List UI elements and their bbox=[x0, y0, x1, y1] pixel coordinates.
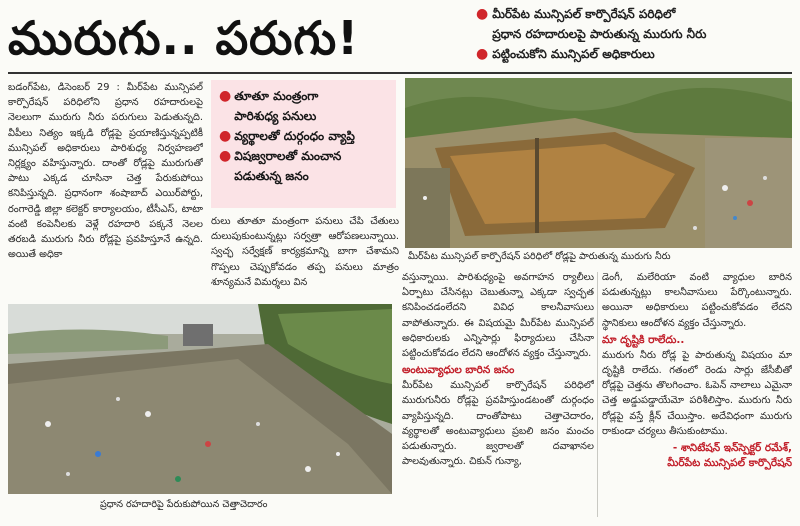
bullet-icon: ● bbox=[219, 88, 232, 104]
highlight-item bbox=[219, 86, 388, 106]
col4-subheading: మా దృష్టికి రాలేదు.. bbox=[602, 333, 685, 346]
bullet-icon: ● bbox=[219, 148, 232, 164]
col4-paragraph: డెంగీ, మలేరియా వంటి వ్యాధుల బారిన పడుతున్నట్లు కాలనీవాసులు పేర్కొంటున్నారు. అయినా అధికారులు పట్టించుకోవడం లేదని స్థానికులు ఆందోళన వ్యక్తం చేస్తున్నారు. bbox=[602, 272, 792, 329]
kicker-box bbox=[476, 4, 792, 64]
article-column-2: రులు తూతూ మంత్రంగా పనులు చేపి చేతులు దులుపుకుంటున్నట్లు సర్వత్రా ఆరోపణలున్నాయి. స్వచ్ఛ సర్వేక్షణ్ కార్యక్రమాన్ని బాగా చేశామని గొప్పలు చెప్పుకోవడం తప్ప పనులు మాత్రం శూన్యమనే విమర్శలు విన bbox=[211, 216, 399, 288]
kicker-line-1 bbox=[476, 4, 792, 24]
bullet-icon: ● bbox=[476, 46, 489, 62]
highlight-text: పారిశుధ్య పనులు bbox=[234, 109, 317, 123]
article-column-4 bbox=[602, 270, 792, 522]
col4-paragraph: మురుగు నీరు రోడ్ల పై పారుతున్న విషయం మా దృష్టికి రాలేదు. గతంలో రెండు సార్లు జేసీబీతో రోడ్లపై చెత్తను తొలగించాం. ఓపెన్ నాలాలు ఎమైనా చెత్త అడ్డుపడ్డాయేమో పరిశీలిస్తాం. మురుగు నీరు రోడ్లపై వస్తే క్లీన్ చేయిస్తాం. అదేవిధంగా మురుగు రాకుండా చర్యలు తీసుకుంటాము. bbox=[602, 349, 792, 437]
kicker-text: పట్టించుకోని మున్సిపల్ అధికారులు bbox=[492, 47, 655, 61]
article-column-3 bbox=[402, 270, 594, 522]
highlight-box bbox=[211, 80, 396, 208]
bullet-icon: ● bbox=[219, 128, 232, 144]
highlight-text: వ్యర్థాలతో దుర్గంధం వ్యాప్తి bbox=[234, 129, 355, 143]
kicker-text: ప్రధాన రహదారులపై పారుతున్న మురుగు నీరు bbox=[492, 27, 707, 41]
garbage-photo bbox=[8, 304, 392, 494]
photo-caption-top: మీర్‌పేట మున్సిపల్ కార్పొరేషన్ పరిధిలో రోడ్లపై పారుతున్న మురుగు నీరు bbox=[408, 251, 671, 262]
photo-caption-bottom: ప్రధాన రహదారిపై పేరుకుపోయిన చెత్తాచెదారం bbox=[100, 499, 268, 510]
sewage-photo bbox=[405, 78, 792, 248]
highlight-item bbox=[219, 126, 388, 146]
highlight-item bbox=[219, 146, 388, 166]
bullet-icon: ● bbox=[476, 6, 489, 22]
column-divider bbox=[597, 272, 598, 517]
garbage-photo-illustration bbox=[8, 304, 392, 494]
page-title: మురుగు.. పరుగు! bbox=[8, 11, 360, 65]
col3-paragraph: వస్తున్నాయి. పారిశుధ్యంపై అవగాహన ర్యాలీలు ఏర్పాటు చేసినట్లు చెబుతున్నా ఎక్కడా స్వచ్ఛత కనిపించడంలేదని వివిధ కాలనీవాసులు వాపోతున్నారు. ఈ విషయమై మీర్‌పేట మున్సిపల్ అధికారులకు ఎన్నిసార్లు ఫిర్యాదులు చేసినా పట్టించుకోవడం లేదని ఆందోళన వ్యక్తం చేస్తున్నారు. bbox=[402, 272, 594, 360]
sewage-photo-illustration bbox=[405, 78, 792, 248]
article-column-1: బడంగ్‌పేట, డిసెంబర్ 29 : మీర్‌పేట మున్సిపల్ కార్పొరేషన్ పరిధిలోని ప్రధాన రహదారులపై నెలలుగా మురుగు నీరు పరుగులు పెడుతున్నది. వీపీలు నిత్యం ఇక్కడి రోడ్లపై ప్రయాణిస్తున్నప్పటికీ మున్సిపల్ అధికారులు పారిశుధ్య నిర్వహణలో నిర్లక్ష్యం వహిస్తున్నారు. దాంతో రోడ్లపై మురుగుతో పాటు ఎక్కడ చూసినా చెత్త పేరుకుపోయి కనిపిస్తున్నది. ప్రధానంగా శంషాబాద్ ఎయిర్‌పోర్టు, రంగారెడ్డి జిల్లా కలెక్టర్ కార్యాలయం, టీసీఎస్, టాటా వంటి కంపెనీలకు వెళ్లే రహదారి పక్కనే నెలల తరబడి మురుగు నీరు రోడ్లపై ప్రవహిస్తూనే ఉన్నది. అయితే అధికా bbox=[8, 82, 203, 261]
col3-subheading: అంటువ్యాధుల బారిన జనం bbox=[402, 364, 515, 377]
quote-attribution-org: మీర్‌పేట మున్సిపల్ కార్పొరేషన్ bbox=[667, 457, 792, 470]
kicker-line-2 bbox=[476, 24, 792, 44]
highlight-text: తూతూ మంత్రంగా bbox=[234, 89, 319, 103]
highlight-text: విషజ్వరాలతో మంచాన bbox=[234, 149, 342, 163]
col3-paragraph: మీర్‌పేట మున్సిపల్ కార్పొరేషన్ పరిధిలో మురుగునీరు రోడ్లపై ప్రవహిస్తుండటంతో దుర్గంధం వ్యాపిస్తున్నది. దాంతోపాటు చెత్తాచెదారం, వ్యర్థాలతో అంటువ్యాధులు ప్రబలి జనం మంచం పడుతున్నారు. జ్వరాలతో దవాఖానల పాలవుతున్నారు. చికున్ గున్యా, bbox=[402, 380, 594, 468]
highlight-item bbox=[219, 166, 388, 186]
header-rule bbox=[8, 72, 792, 74]
quote-attribution: - శానిటేషన్ ఇన్‌స్పెక్టర్ రమేశ్, bbox=[672, 442, 792, 455]
highlight-text: పడుతున్న జనం bbox=[234, 169, 309, 183]
kicker-text: మీర్‌పేట మున్సిపల్ కార్పొరేషన్ పరిధిలో bbox=[492, 7, 676, 21]
kicker-line-3 bbox=[476, 44, 792, 64]
highlight-item bbox=[219, 106, 388, 126]
